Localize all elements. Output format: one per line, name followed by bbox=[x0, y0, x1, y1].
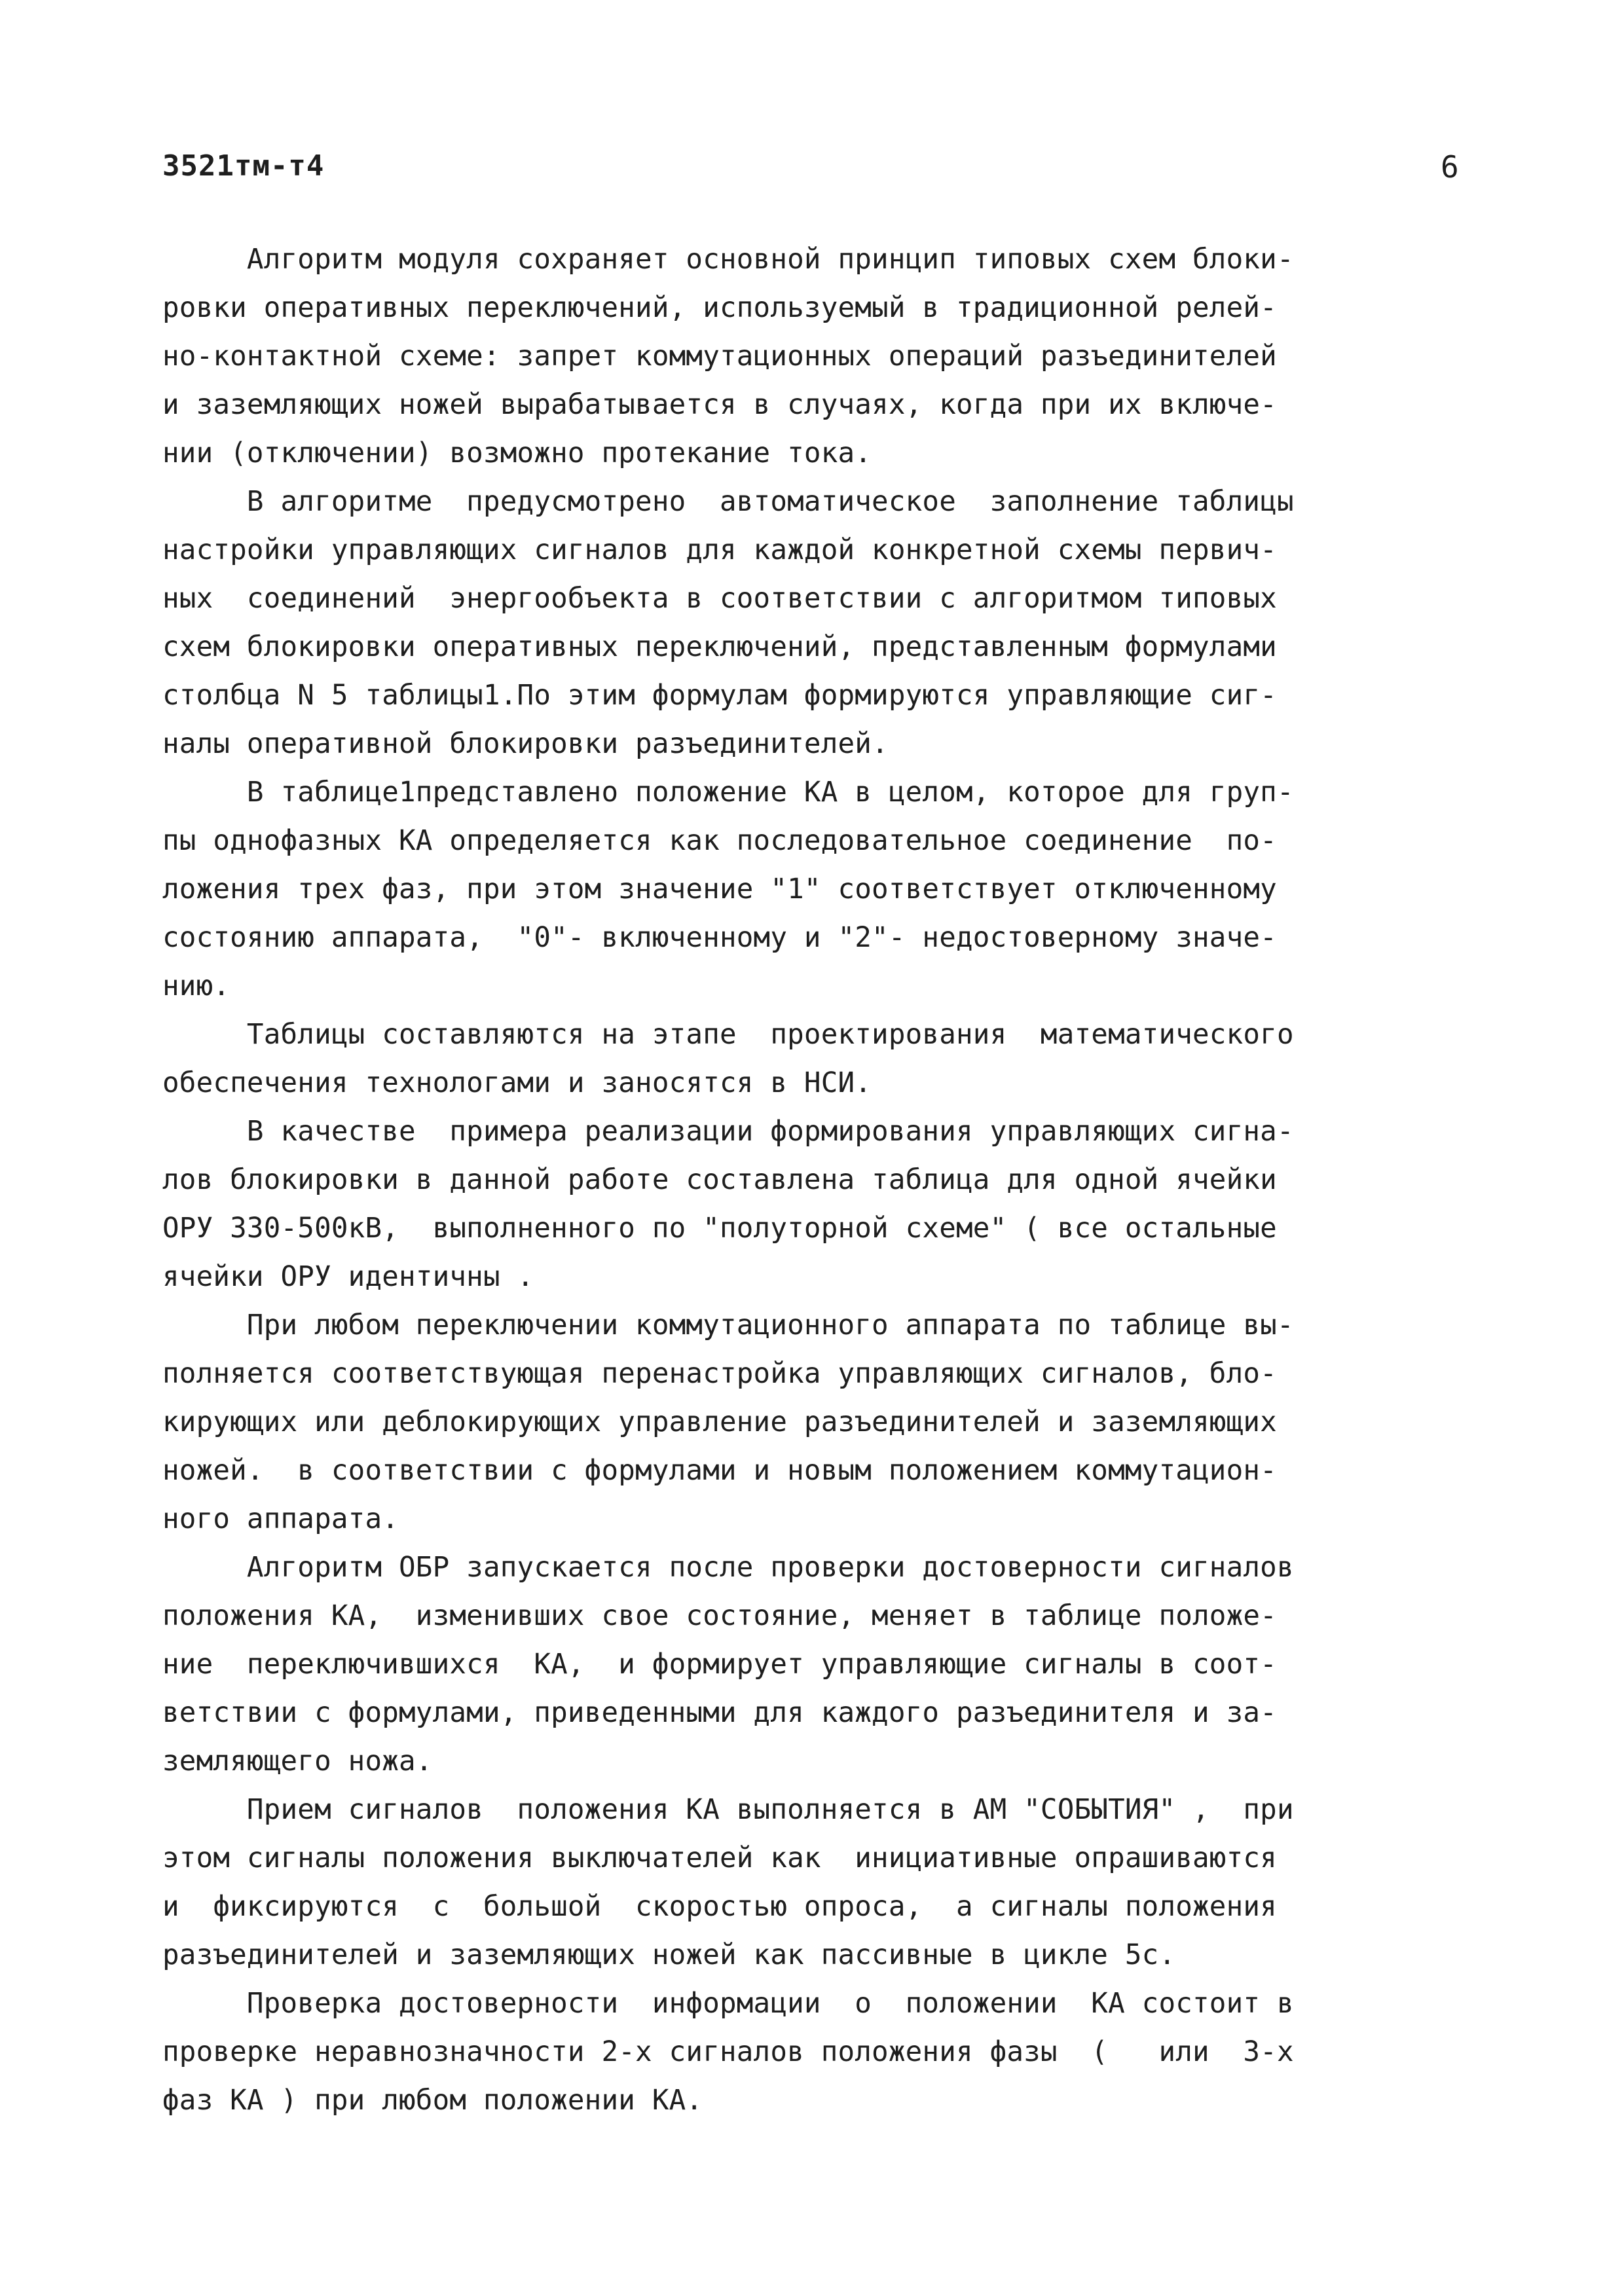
paragraph bbox=[162, 1786, 1466, 1980]
text-line: лов блокировки в данной работе составлена таблица для одной ячейки bbox=[162, 1164, 1277, 1196]
text-line: кирующих или деблокирующих управление разъединителей и заземляющих bbox=[162, 1406, 1277, 1438]
text-line: пы однофазных КА определяется как последовательное соединение по- bbox=[162, 825, 1277, 857]
text-line: настройки управляющих сигналов для каждой конкретной схемы первич- bbox=[162, 534, 1277, 566]
text-line: проверке неравнозначности 2-х сигналов положения фазы ( или 3-х bbox=[162, 2036, 1294, 2068]
text-line: и фиксируются с большой скоростью опроса, а сигналы положения bbox=[162, 1891, 1277, 1923]
text-line: налы оперативной блокировки разъединителей. bbox=[162, 728, 889, 760]
text-line: ножей. в соответствии с формулами и новым положением коммутацион- bbox=[162, 1455, 1277, 1487]
text-line: полняется соответствующая перенастройка управляющих сигналов, бло- bbox=[162, 1358, 1277, 1390]
paragraph bbox=[162, 1980, 1466, 2125]
paragraph bbox=[162, 1302, 1466, 1544]
text-line: земляющего ножа. bbox=[162, 1745, 433, 1777]
text-line: нию. bbox=[162, 970, 231, 1002]
text-line: и заземляющих ножей вырабатывается в случаях, когда при их включе- bbox=[162, 389, 1277, 421]
text-line: ных соединений энергообъекта в соответствии с алгоритмом типовых bbox=[162, 583, 1277, 615]
text-line: ветствии с формулами, приведенными для каждого разъединителя и за- bbox=[162, 1697, 1277, 1729]
text-line: нии (отключении) возможно протекание тока. bbox=[162, 437, 872, 469]
text-line: разъединителей и заземляющих ножей как пассивные в цикле 5с. bbox=[162, 1939, 1176, 1971]
text-line: столбца N 5 таблицы1.По этим формулам формируются управляющие сиг- bbox=[162, 680, 1277, 712]
text-line: обеспечения технологами и заносятся в НСИ. bbox=[162, 1067, 872, 1099]
text-line: Алгоритм ОБР запускается после проверки достоверности сигналов bbox=[162, 1552, 1294, 1584]
text-line: Прием сигналов положения КА выполняется в АМ "СОБЫТИЯ" , при bbox=[162, 1794, 1294, 1826]
text-line: состоянию аппарата, "0"- включенному и "2"- недостоверному значе- bbox=[162, 922, 1277, 954]
text-line: Таблицы составляются на этапе проектирования математического bbox=[162, 1019, 1294, 1051]
text-line: схем блокировки оперативных переключений, представленным формулами bbox=[162, 631, 1277, 663]
text-line: ного аппарата. bbox=[162, 1503, 399, 1535]
text-line: В качестве примера реализации формирования управляющих сигна- bbox=[162, 1116, 1294, 1148]
paragraph bbox=[162, 769, 1466, 1011]
text-line: фаз КА ) при любом положении КА. bbox=[162, 2085, 703, 2117]
page-number: 6 bbox=[1441, 149, 1459, 185]
text-line: В таблице1представлено положение КА в целом, которое для груп- bbox=[162, 776, 1294, 809]
text-line: Проверка достоверности информации о положении КА состоит в bbox=[162, 1988, 1294, 2020]
text-line: ОРУ 330-500кВ, выполненного по "полуторной схеме" ( все остальные bbox=[162, 1212, 1277, 1245]
text-line: ровки оперативных переключений, используемый в традиционной релей- bbox=[162, 292, 1277, 324]
text-line: ложения трех фаз, при этом значение "1" соответствует отключенному bbox=[162, 873, 1277, 905]
text-line: В алгоритме предусмотрено автоматическое заполнение таблицы bbox=[162, 486, 1294, 518]
text-line: положения КА, изменивших свое состояние, меняет в таблице положе- bbox=[162, 1600, 1277, 1632]
paragraph bbox=[162, 1108, 1466, 1302]
document-code: 3521тм-т4 bbox=[162, 149, 325, 183]
paragraph bbox=[162, 1544, 1466, 1786]
text-line: но-контактной схеме: запрет коммутационных операций разъединителей bbox=[162, 340, 1277, 373]
text-line: При любом переключении коммутационного аппарата по таблице вы- bbox=[162, 1309, 1294, 1341]
text-line: этом сигналы положения выключателей как инициативные опрашиваются bbox=[162, 1842, 1277, 1874]
paragraph bbox=[162, 236, 1466, 478]
text-line: ячейки ОРУ идентичны . bbox=[162, 1261, 534, 1293]
body-text bbox=[162, 236, 1466, 2125]
paragraph bbox=[162, 478, 1466, 769]
text-line: ние переключившихся КА, и формирует управляющие сигналы в соот- bbox=[162, 1649, 1277, 1681]
paragraph bbox=[162, 1011, 1466, 1108]
text-line: Алгоритм модуля сохраняет основной принцип типовых схем блоки- bbox=[162, 244, 1294, 276]
